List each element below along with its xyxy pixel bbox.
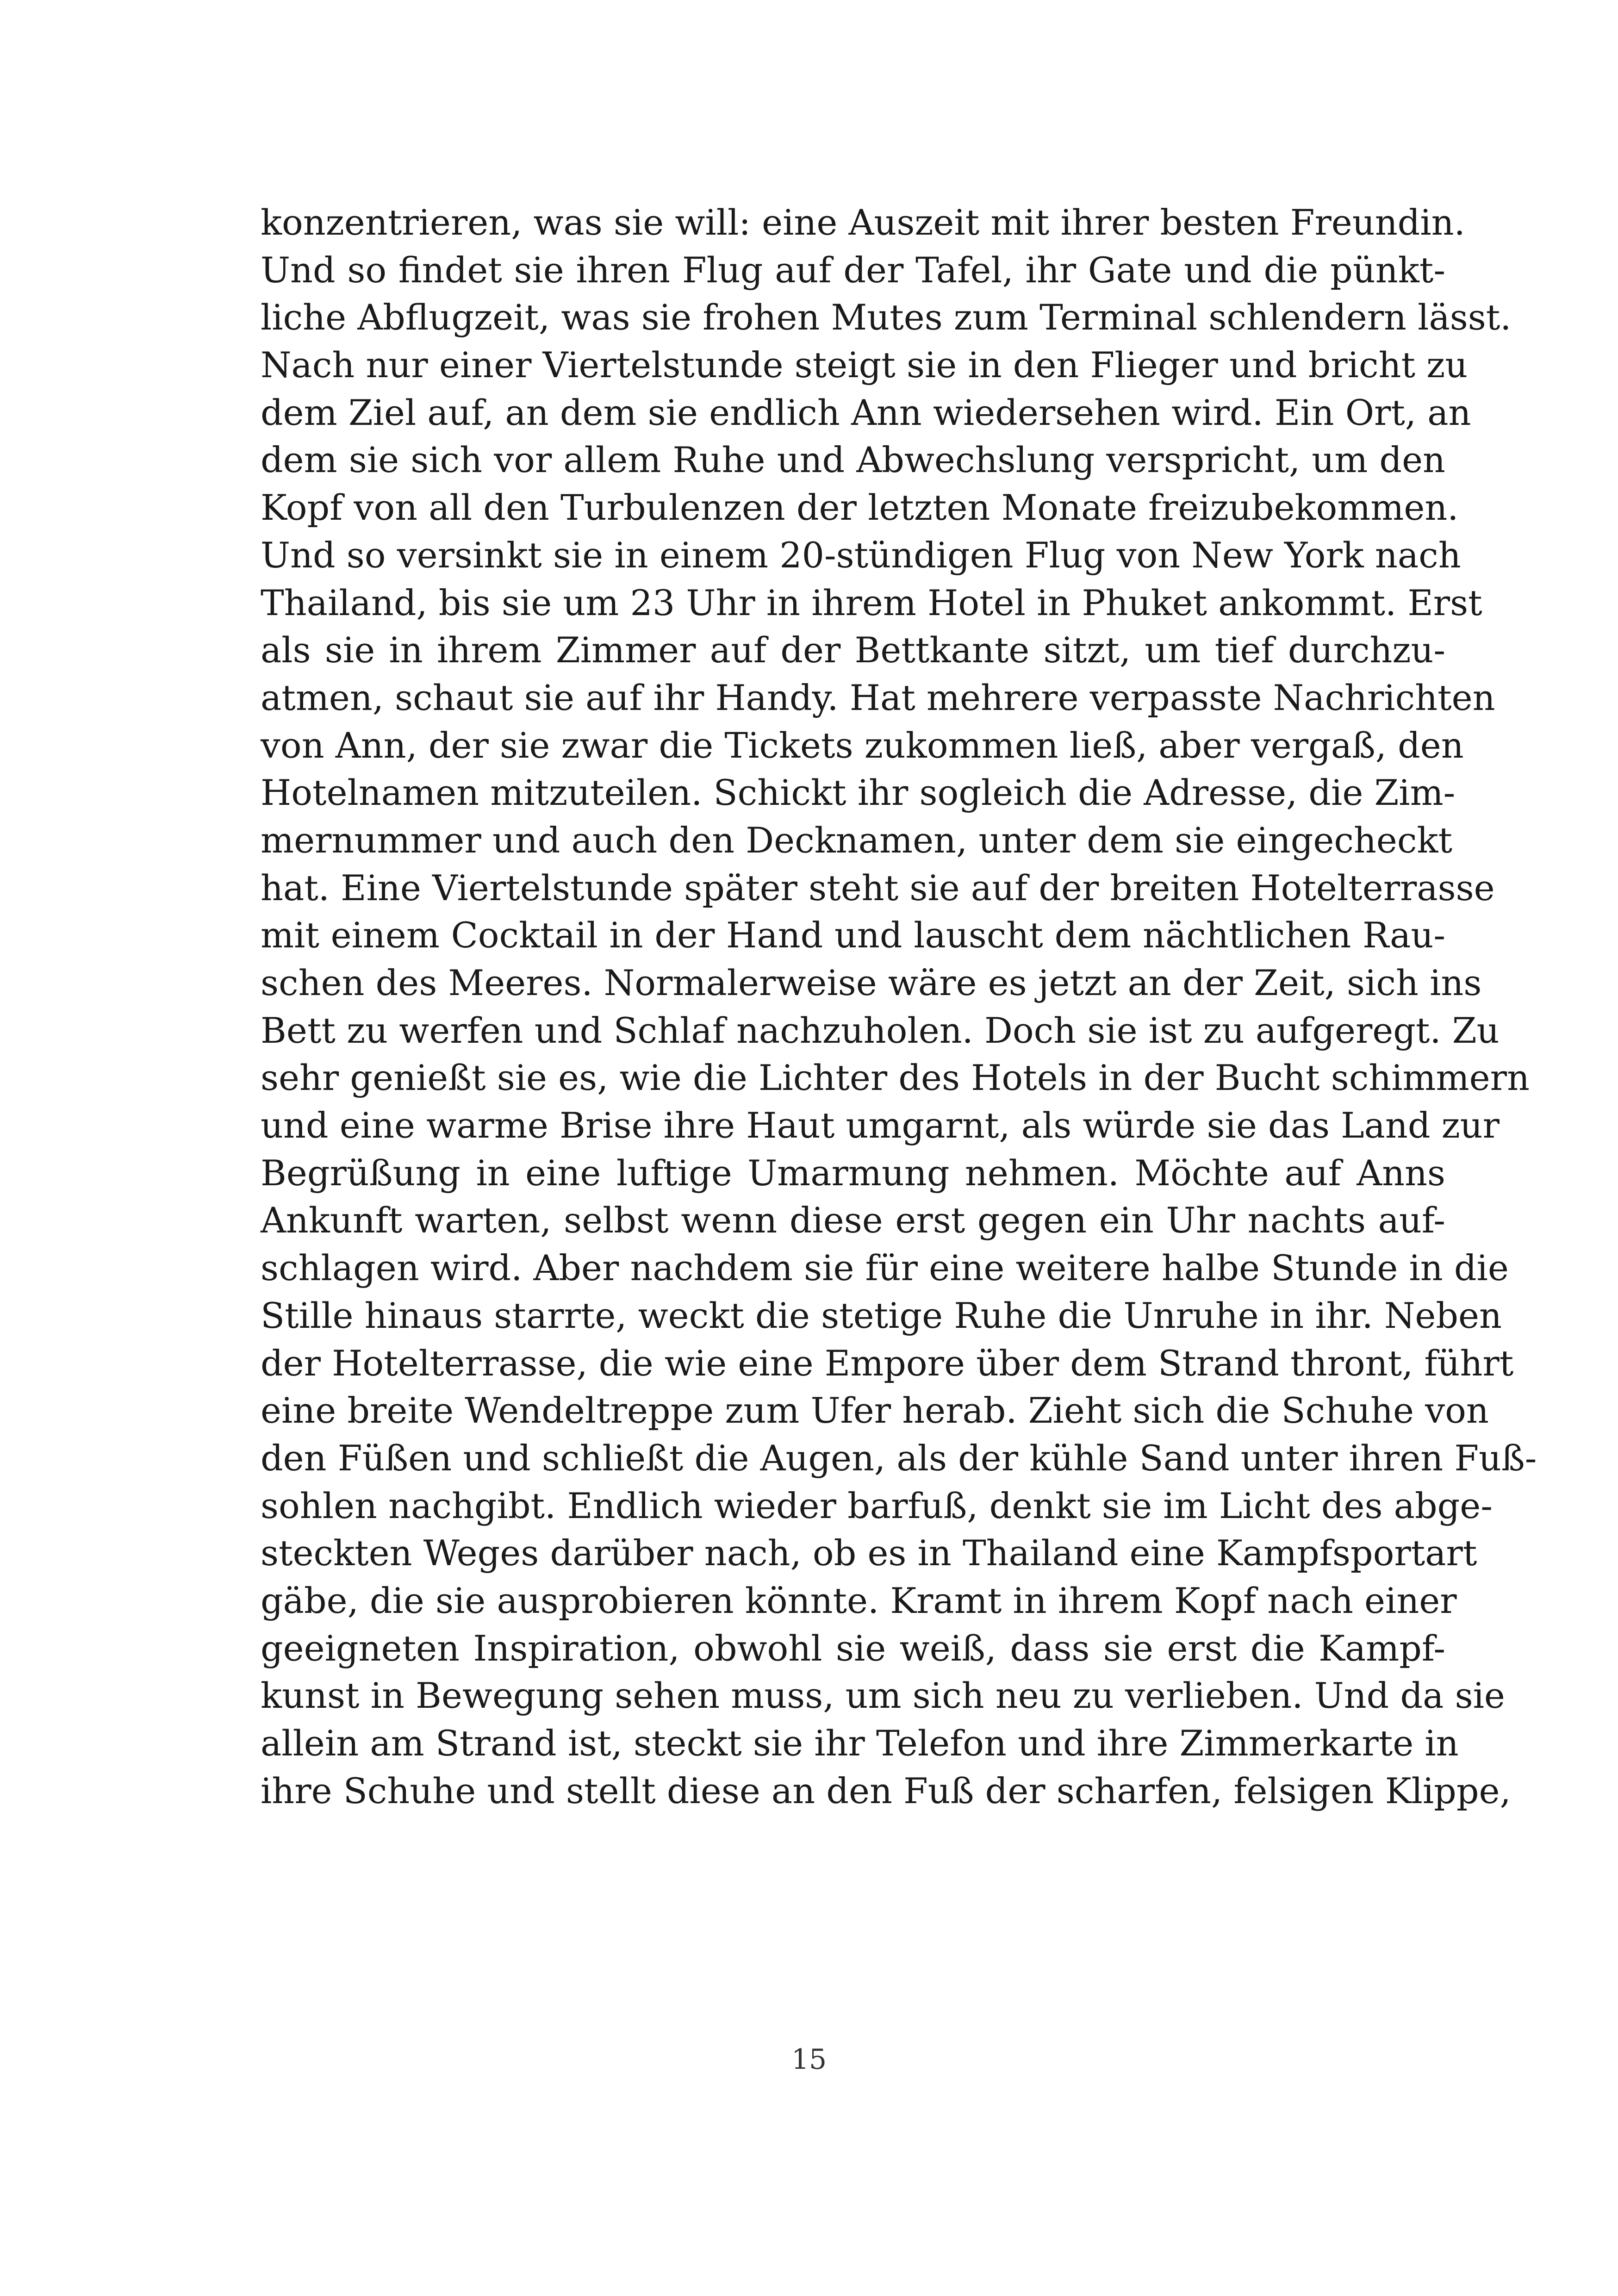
text-line: schen des Meeres. Normalerweise wäre es jetzt an der Zeit, sich ins [261, 962, 1482, 1003]
text-line: und eine warme Brise ihre Haut umgarnt, als würde sie das Land zur [261, 1105, 1500, 1146]
text-line: Stille hinaus starrte, weckt die stetige Ruhe die Unruhe in ihr. Neben [261, 1294, 1502, 1336]
text-line: Und so versinkt sie in einem 20-stündigen Flug von New York nach [261, 534, 1461, 576]
text-line: sehr genießt sie es, wie die Lichter des Hotels in der Bucht schimmern [261, 1057, 1530, 1099]
text-line: eine breite Wendeltreppe zum Ufer herab. Zieht sich die Schuhe von [261, 1390, 1489, 1431]
text-line: liche Abflugzeit, was sie frohen Mutes zum Terminal schlendern lässt. [261, 297, 1512, 338]
text-line: Und so findet sie ihren Flug auf der Tafel, ihr Gate und die pünkt- [261, 249, 1445, 291]
text-line: steckten Weges darüber nach, ob es in Thailand eine Kampfsportart [261, 1532, 1477, 1574]
text-line: hat. Eine Viertelstunde später steht sie auf der breiten Hotelterrasse [261, 867, 1495, 908]
text-line: Hotelnamen mitzuteilen. Schickt ihr sogleich die Adresse, die Zim- [261, 772, 1456, 814]
text-line: Bett zu werfen und Schlaf nachzuholen. Doch sie ist zu aufgeregt. Zu [261, 1009, 1500, 1051]
text-line: den Füßen und schließt die Augen, als der kühle Sand unter ihren Fuß- [261, 1437, 1537, 1479]
text-line: dem Ziel auf, an dem sie endlich Ann wiedersehen wird. Ein Ort, an [261, 392, 1471, 433]
text-line: Thailand, bis sie um 23 Uhr in ihrem Hotel in Phuket ankommt. Erst [261, 582, 1482, 623]
text-line: Kopf von all den Turbulenzen der letzten Monate freizubekommen. [261, 487, 1459, 529]
page-number: 15 [791, 2043, 827, 2076]
text-line: konzentrieren, was sie will: eine Auszeit mit ihrer besten Freundin. [261, 202, 1465, 243]
text-line: Begrüßung in eine luftige Umarmung nehmen. Möchte auf Anns [261, 1152, 1445, 1194]
text-line: mit einem Cocktail in der Hand und lauscht dem nächtlichen Rau- [261, 915, 1445, 956]
body-text [261, 199, 1537, 1815]
text-line: der Hotelterrasse, die wie eine Empore über dem Strand thront, führt [261, 1342, 1514, 1384]
text-line: sohlen nachgibt. Endlich wieder barfuß, denkt sie im Licht des abge- [261, 1485, 1493, 1526]
text-line: atmen, schaut sie auf ihr Handy. Hat mehrere verpasste Nachrichten [261, 677, 1495, 718]
text-line: Nach nur einer Viertelstunde steigt sie in den Flieger und bricht zu [261, 344, 1468, 386]
text-line: schlagen wird. Aber nachdem sie für eine weitere halbe Stunde in die [261, 1247, 1509, 1289]
text-line: ihre Schuhe und stellt diese an den Fuß der scharfen, felsigen Klippe, [261, 1770, 1511, 1811]
text-line: allein am Strand ist, steckt sie ihr Telefon und ihre Zimmerkarte in [261, 1723, 1459, 1764]
text-line: von Ann, der sie zwar die Tickets zukommen ließ, aber vergaß, den [261, 724, 1464, 766]
text-line: Ankunft warten, selbst wenn diese erst gegen ein Uhr nachts auf- [261, 1200, 1445, 1241]
text-line: gäbe, die sie ausprobieren könnte. Kramt in ihrem Kopf nach einer [261, 1580, 1457, 1621]
text-line: kunst in Bewegung sehen muss, um sich neu zu verlieben. Und da sie [261, 1675, 1505, 1717]
text-line: mernummer und auch den Decknamen, unter dem sie eingecheckt [261, 819, 1453, 861]
text-line: als sie in ihrem Zimmer auf der Bettkante sitzt, um tief durchzu- [261, 629, 1445, 671]
text-line: geeigneten Inspiration, obwohl sie weiß, dass sie erst die Kampf- [261, 1627, 1445, 1669]
text-line: dem sie sich vor allem Ruhe und Abwechslung verspricht, um den [261, 439, 1445, 481]
